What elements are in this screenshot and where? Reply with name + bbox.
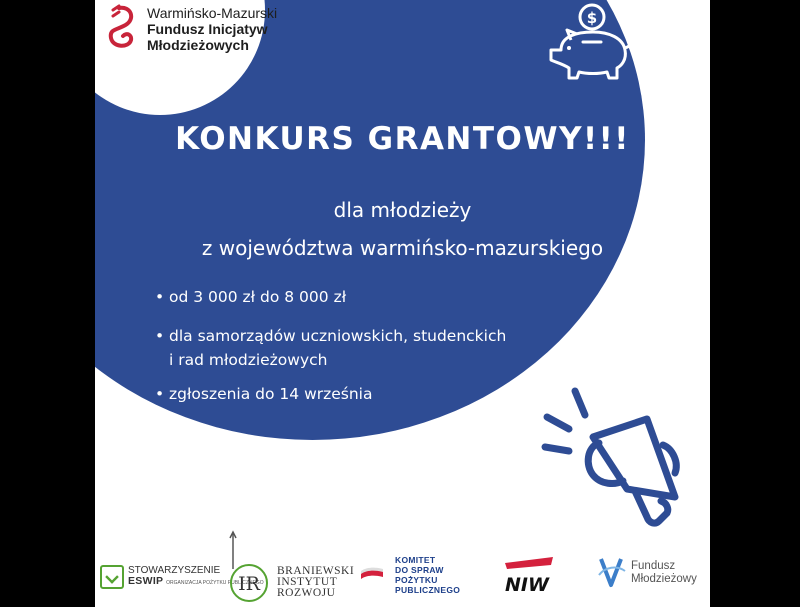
subtitle-line-1: dla młodzieży [333, 198, 472, 222]
megaphone-icon [535, 385, 695, 540]
eswip-short: ESWIP [128, 575, 164, 587]
eswip-name: STOWARZYSZENIE [128, 565, 221, 576]
fundusz-mlodziezowy-logo [595, 555, 697, 591]
komitet-line-2: DO SPRAW [395, 565, 444, 575]
niw-logo-icon [497, 555, 557, 595]
poster [95, 0, 710, 607]
bir-logo [225, 529, 354, 605]
bir-line-3: ROZWOJU [277, 586, 336, 599]
fm-v-icon [595, 555, 627, 591]
bullet-eligible-continued: i rad młodzieżowych [169, 351, 328, 369]
wmfim-logo [105, 4, 277, 54]
bir-line-2: INSTYTUT [277, 575, 338, 588]
partner-logos-footer [95, 525, 710, 607]
logo-line-1: Warmińsko-Mazurski [147, 5, 278, 21]
komitet-line-1: KOMITET [395, 555, 436, 565]
bullet-grant-amount: • od 3 000 zł do 8 000 zł [155, 288, 506, 306]
niw-logo [497, 555, 557, 595]
piggy-bank-icon [545, 2, 637, 84]
bir-emblem-icon [225, 529, 271, 605]
komitet-line-4: PUBLICZNEGO [395, 585, 461, 595]
logo-line-3: Młodzieżowych [147, 37, 249, 53]
eswip-check-icon [100, 565, 124, 589]
niw-text: NIW [505, 574, 549, 595]
headline: KONKURS GRANTOWY!!! [175, 121, 630, 157]
eswip-note: ORGANIZACJA POŻYTKU PUBLICZNEGO [166, 580, 264, 586]
bullet-list [155, 288, 506, 403]
komitet-line-3: POŻYTKU [395, 575, 438, 585]
plug-logo-icon [105, 4, 141, 54]
subtitle-line-2: z województwa warmińsko-mazurskiego [201, 236, 604, 260]
komitet-logo [359, 555, 460, 595]
fm-line-2: Młodzieżowy [631, 573, 697, 585]
logo-line-2: Fundusz Inicjatyw [147, 21, 268, 37]
bullet-eligible: • dla samorządów uczniowskich, studenckich [155, 327, 506, 345]
bullet-deadline: • zgłoszenia do 14 września [155, 385, 506, 403]
bir-mark: IR [238, 573, 260, 595]
svg-text:$: $ [586, 9, 598, 27]
fm-line-1: Fundusz [631, 560, 676, 572]
polish-flag-eagle-icon [359, 565, 385, 585]
bir-line-1: BRANIEWSKI [277, 564, 355, 577]
